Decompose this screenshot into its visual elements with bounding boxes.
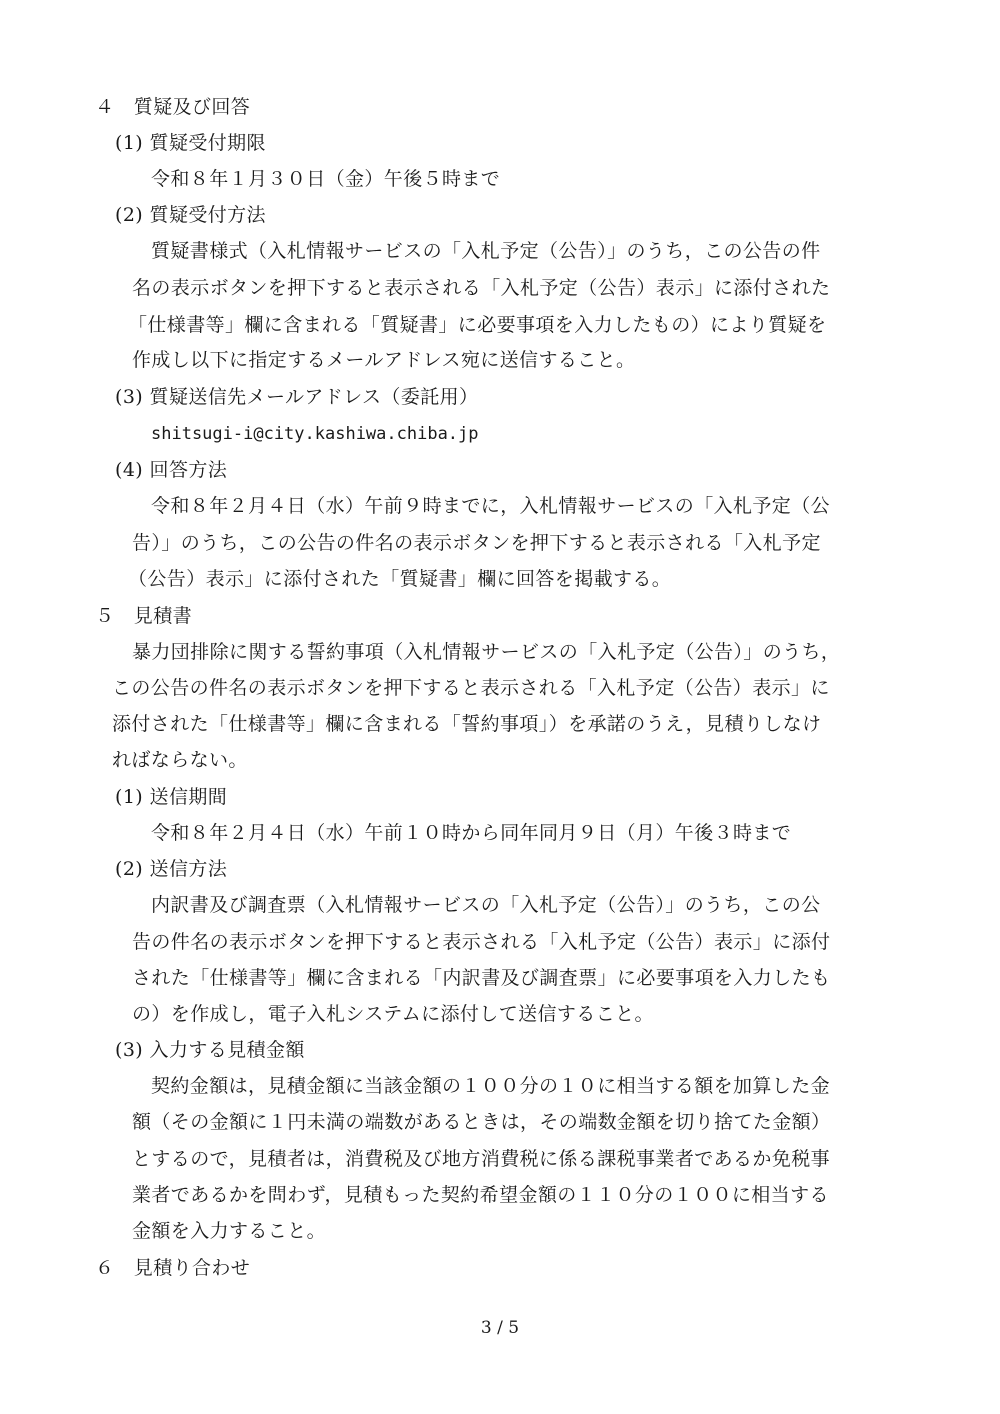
contact-email-address: shitsugi-i@city.kashiwa.chiba.jp [151,424,479,444]
section-5-2-body-line: された「仕様書等」欄に含まれる「内訳書及び調査票」に必要事項を入力したも [132,967,831,989]
section-4-2-body-line: 作成し以下に指定するメールアドレス宛に送信すること。 [132,349,636,371]
section-5-2-body-line: 告の件名の表示ボタンを押下すると表示される「入札予定（公告）表示」に添付 [132,931,831,953]
section-5-heading: ５ 見積書 [95,605,193,627]
section-5-1-heading: (1) 送信期間 [115,786,228,808]
section-5-2-body-line: の）を作成し，電子入札システムに添付して送信すること。 [132,1003,654,1025]
section-4-3-heading: (3) 質疑送信先メールアドレス（委託用） [115,386,479,408]
section-5-intro-line: 暴力団排除に関する誓約事項（入札情報サービスの「入札予定（公告）」のうち， [132,641,841,663]
section-4-1-heading: (1) 質疑受付期限 [115,132,266,154]
section-5-3-body-line: 金額を入力すること。 [132,1220,327,1242]
section-4-2-body-line: 「仕様書等」欄に含まれる「質疑書」に必要事項を入力したもの）により質疑を [128,314,827,336]
section-5-intro-line: 添付された「仕様書等」欄に含まれる「誓約事項」）を承諾のうえ，見積りしなけ [112,713,822,735]
section-4-heading: ４ 質疑及び回答 [95,96,251,118]
section-4-2-heading: (2) 質疑受付方法 [115,204,266,226]
page-number: 3 / 5 [480,1318,520,1338]
section-5-3-body-line: 契約金額は，見積金額に当該金額の１００分の１０に相当する額を加算した金 [151,1075,831,1097]
section-4-4-body-line: （公告）表示」に添付された「質疑書」欄に回答を掲載する。 [128,568,672,590]
section-5-3-body-line: とするので，見積者は，消費税及び地方消費税に係る課税事業者であるか免税事 [132,1148,831,1170]
section-5-3-heading: (3) 入力する見積金額 [115,1039,305,1061]
section-4-2-body-line: 名の表示ボタンを押下すると表示される「入札予定（公告）表示」に添付された [132,277,831,299]
section-5-3-body-line: 額（その金額に１円未満の端数があるときは，その端数金額を切り捨てた金額） [132,1111,831,1133]
section-5-2-heading: (2) 送信方法 [115,858,228,880]
section-5-intro-line: ればならない。 [112,749,248,771]
section-4-4-body-line: 告）」のうち，この公告の件名の表示ボタンを押下すると表示される「入札予定 [132,532,821,554]
section-5-3-body-line: 業者であるかを問わず，見積もった契約希望金額の１１０分の１００に相当する [132,1184,829,1206]
section-6-heading: ６ 見積り合わせ [95,1257,251,1279]
section-4-4-body-line: 令和８年２月４日（水）午前９時までに，入札情報サービスの「入札予定（公 [151,495,831,517]
section-4-4-heading: (4) 回答方法 [115,459,228,481]
section-4-1-body-line: 令和８年１月３０日（金）午後５時まで [151,168,501,190]
section-4-2-body-line: 質疑書様式（入札情報サービスの「入札予定（公告）」のうち，この公告の件 [151,240,821,262]
section-5-1-body-line: 令和８年２月４日（水）午前１０時から同年同月９日（月）午後３時まで [151,822,792,844]
section-5-intro-line: この公告の件名の表示ボタンを押下すると表示される「入札予定（公告）表示」に [112,677,830,699]
section-5-2-body-line: 内訳書及び調査票（入札情報サービスの「入札予定（公告）」のうち，この公 [151,894,821,916]
